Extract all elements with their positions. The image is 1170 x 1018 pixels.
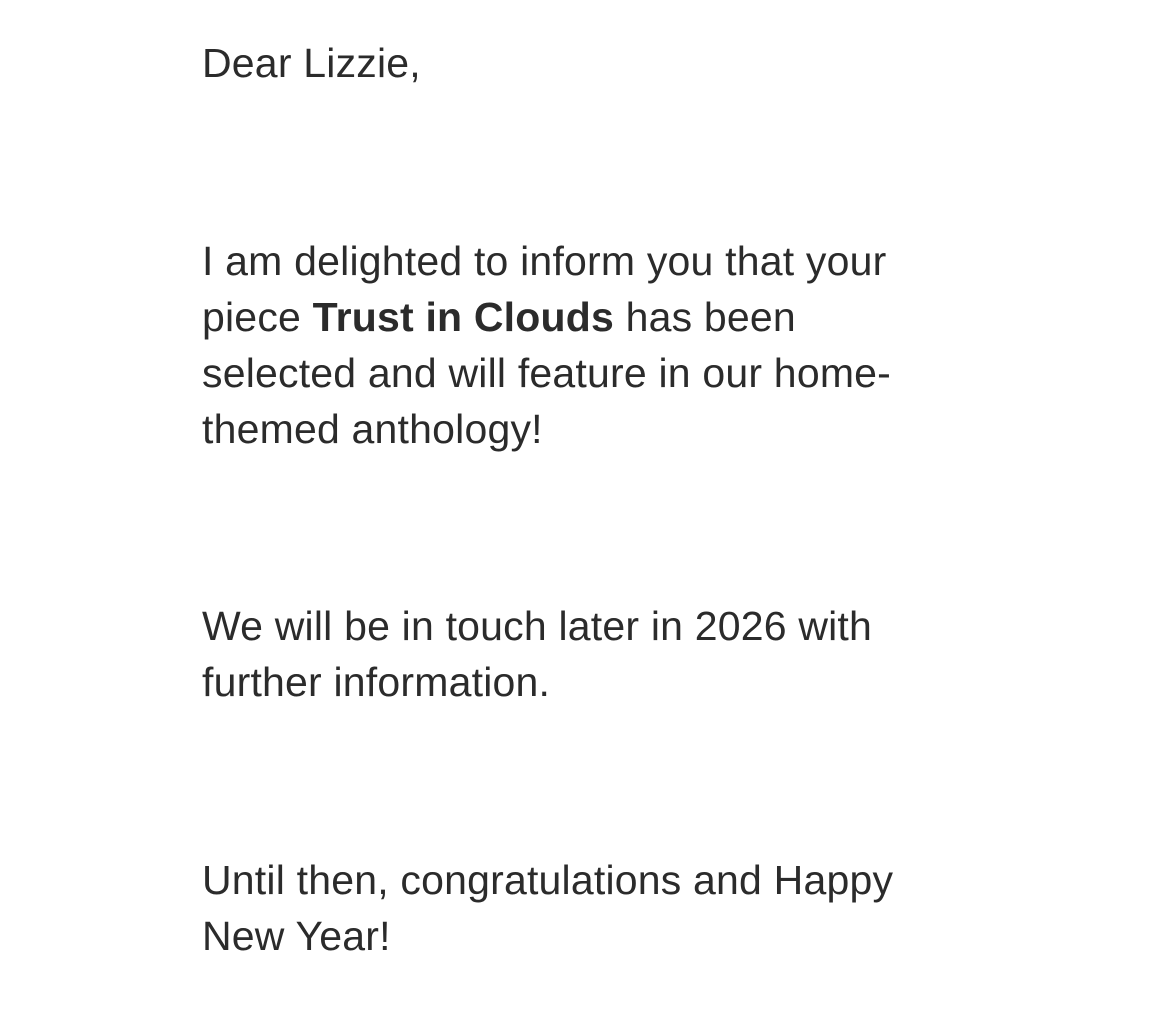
acceptance-line-4: themed anthology! <box>202 406 543 452</box>
acceptance-line-2 <box>202 289 891 345</box>
acceptance-paragraph <box>202 233 891 457</box>
acceptance-line-1: I am delighted to inform you that your <box>202 238 887 284</box>
acceptance-line-3: selected and will feature in our home- <box>202 350 892 396</box>
follow-up-line-1: We will be in touch later in 2026 with <box>202 603 873 649</box>
acceptance-line-2-suffix: has been <box>614 294 796 340</box>
acceptance-line-2-prefix: piece <box>202 294 313 340</box>
follow-up-line-2: further information. <box>202 659 551 705</box>
closing-paragraph <box>202 852 893 964</box>
closing-line-2: New Year! <box>202 913 391 959</box>
closing-line-1: Until then, congratulations and Happy <box>202 857 894 903</box>
piece-title: Trust in Clouds <box>312 294 615 340</box>
follow-up-paragraph <box>202 598 872 710</box>
greeting: Dear Lizzie, <box>202 40 421 86</box>
